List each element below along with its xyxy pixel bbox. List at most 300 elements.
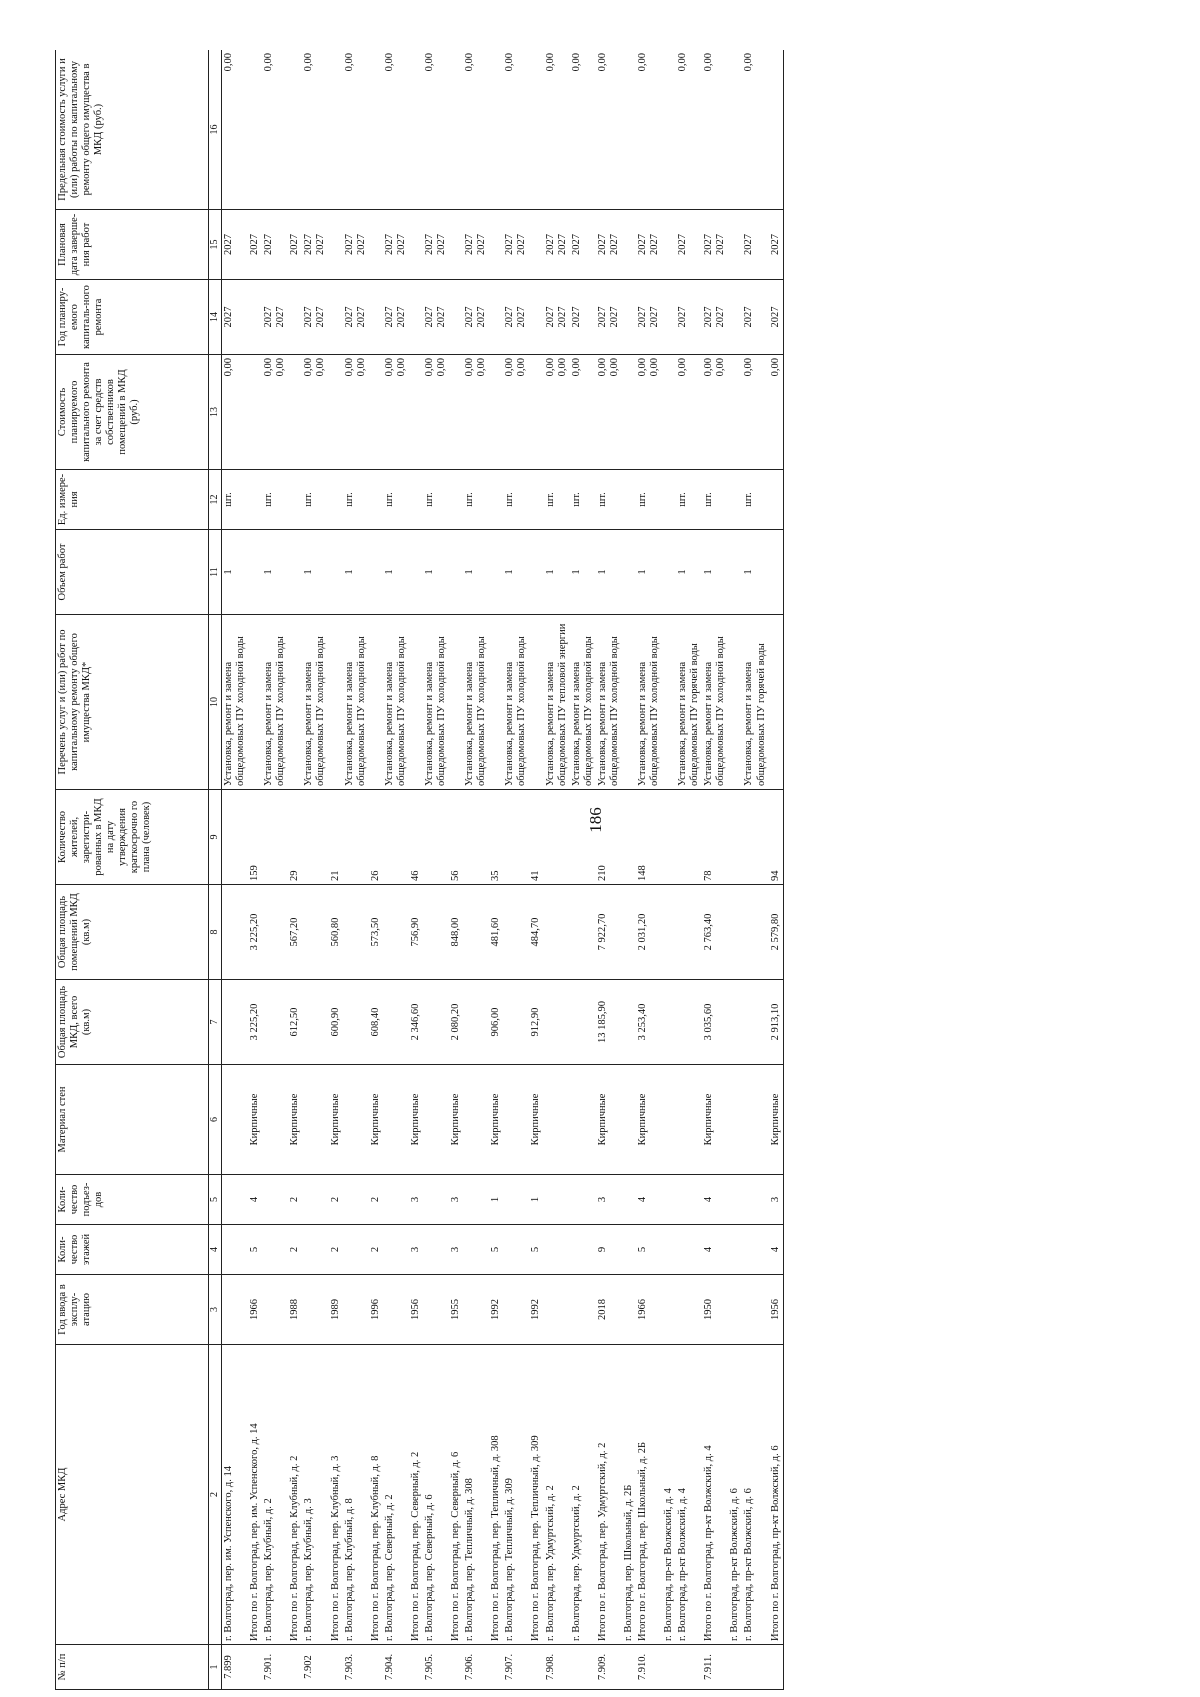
- cell-addr: г. Волгоград, пер. Клубный, д. 2: [262, 1345, 288, 1645]
- cell-addr: г. Волгоград, пр-кт Волжский, д. 4: [676, 1345, 702, 1645]
- cell-line: 2027: [263, 306, 275, 328]
- cell-cost: 0,00: [769, 355, 784, 470]
- cell-cost: [662, 355, 676, 470]
- cell-entr: [676, 1175, 702, 1225]
- cell-unit: [769, 470, 784, 530]
- cell-end: 2027: [769, 210, 784, 280]
- cell-entr: 1: [489, 1175, 503, 1225]
- cell-res: [728, 790, 742, 885]
- cell-res: [544, 790, 570, 885]
- cell-end: 2027: [742, 210, 768, 280]
- cell-res: 148: [636, 790, 662, 885]
- column-header-3: Год ввода в эксплу-атацию: [56, 1275, 209, 1345]
- cell-res: 41: [529, 790, 543, 885]
- cell-mat: Кирпичные: [449, 1065, 463, 1175]
- cell-line: 2027: [315, 306, 327, 328]
- cell-num: 7.903.: [343, 1645, 369, 1690]
- cell-num: [489, 1645, 503, 1690]
- cell-area: [463, 980, 489, 1065]
- cell-year: 1956: [769, 1275, 784, 1345]
- cell-year: 1988: [288, 1275, 302, 1345]
- cell-vol: 1: [702, 530, 728, 615]
- cell-end: [728, 210, 742, 280]
- cell-end: [343, 210, 369, 280]
- cell-line: 0,00: [715, 358, 727, 377]
- cell-res: [570, 790, 596, 885]
- cell-line: 2027: [303, 234, 315, 255]
- cell-floors: [463, 1225, 489, 1275]
- cell-num: [409, 1645, 423, 1690]
- column-header-14: Год планиру-емого капиталь-ного ремонта: [56, 280, 209, 355]
- cell-num: 7.902: [302, 1645, 328, 1690]
- cell-floors: [676, 1225, 702, 1275]
- column-number-10: 10: [209, 615, 222, 790]
- cell-plan-year: [529, 280, 543, 355]
- column-number-4: 4: [209, 1225, 222, 1275]
- cell-limit: [529, 50, 543, 210]
- cell-line: 2027: [596, 306, 608, 328]
- cell-line: 2027: [703, 234, 715, 255]
- cell-cost: [596, 355, 622, 470]
- cell-floors: 3: [449, 1225, 463, 1275]
- column-header-2: Адрес МКД: [56, 1345, 209, 1645]
- cell-cost: 0,00: [222, 355, 249, 470]
- column-number-3: 3: [209, 1275, 222, 1345]
- cell-num: [728, 1645, 742, 1690]
- cell-year: 1966: [248, 1275, 262, 1345]
- cell-floors: [222, 1225, 249, 1275]
- cell-limit: 0,00: [343, 50, 369, 210]
- cell-limit: 0,00: [423, 50, 449, 210]
- cell-vol: [728, 530, 742, 615]
- column-number-16: 16: [209, 50, 222, 210]
- cell-line: 2027: [395, 306, 407, 328]
- column-number-1: 1: [209, 1645, 222, 1690]
- cell-mat: [662, 1065, 676, 1175]
- cell-floors: [262, 1225, 288, 1275]
- cell-vol: 1: [302, 530, 328, 615]
- cell-area2: 2 579,80: [769, 885, 784, 980]
- cell-area: 906,00: [489, 980, 503, 1065]
- cell-year: 1989: [329, 1275, 343, 1345]
- cell-area2: [423, 885, 449, 980]
- cell-addr: г. Волгоград, пр-кт Волжский, д. 4: [662, 1345, 676, 1645]
- cell-area: 608,40: [369, 980, 383, 1065]
- cell-plan-year: 2027: [742, 280, 768, 355]
- cell-line: 0,00: [608, 358, 620, 377]
- cell-work: [369, 615, 383, 790]
- cell-mat: Кирпичные: [489, 1065, 503, 1175]
- cell-line: 0,00: [436, 358, 447, 377]
- cell-floors: [302, 1225, 328, 1275]
- cell-vol: 1: [570, 530, 596, 615]
- cell-entr: [570, 1175, 596, 1225]
- cell-work: Установка, ремонт и замена общедомовых ПУ холодной воды: [636, 615, 662, 790]
- cell-unit: [529, 470, 543, 530]
- column-header-10: Перечень услуг и (или) работ по капитальному ремонту общего имущества МКД*: [56, 615, 209, 790]
- cell-end: [449, 210, 463, 280]
- cell-mat: [622, 1065, 636, 1175]
- rotated-table-container: [55, 50, 1199, 1690]
- cell-num: 7.911.: [702, 1645, 728, 1690]
- column-number-5: 5: [209, 1175, 222, 1225]
- cell-unit: шт.: [262, 470, 288, 530]
- cell-entr: 3: [409, 1175, 423, 1225]
- cell-mat: Кирпичные: [636, 1065, 662, 1175]
- cell-floors: 5: [248, 1225, 262, 1275]
- table-row: [369, 50, 383, 1690]
- cell-cost: [463, 355, 489, 470]
- cell-res: 210: [596, 790, 622, 885]
- column-header-1: № п/п: [56, 1645, 209, 1690]
- cell-res: [383, 790, 409, 885]
- column-header-12: Ед. измере-ния: [56, 470, 209, 530]
- cell-plan-year: [728, 280, 742, 355]
- cell-line: 0,00: [703, 358, 715, 377]
- cell-end: [409, 210, 423, 280]
- cell-year: [262, 1275, 288, 1345]
- cell-work: Установка, ремонт и замена общедомовых ПУ холодной воды: [343, 615, 369, 790]
- cell-line: 2027: [464, 234, 476, 255]
- cell-floors: 5: [636, 1225, 662, 1275]
- cell-num: [449, 1645, 463, 1690]
- table-row: [383, 50, 409, 1690]
- cell-plan-year: 2027: [222, 280, 249, 355]
- cell-plan-year: [302, 280, 328, 355]
- cell-work: Установка, ремонт и замена общедомовых ПУ холодной воды: [463, 615, 489, 790]
- cell-unit: [409, 470, 423, 530]
- cell-floors: [742, 1225, 768, 1275]
- cell-mat: Кирпичные: [769, 1065, 784, 1175]
- cell-vol: [662, 530, 676, 615]
- cell-limit: [662, 50, 676, 210]
- cell-end: [596, 210, 622, 280]
- cell-line: 2027: [383, 306, 395, 328]
- cell-mat: Кирпичные: [329, 1065, 343, 1175]
- cell-addr: г. Волгоград, пер. Северный, д. 6: [423, 1345, 449, 1645]
- cell-plan-year: [622, 280, 636, 355]
- cell-mat: [222, 1065, 249, 1175]
- cell-year: 1950: [702, 1275, 728, 1345]
- cell-end: [369, 210, 383, 280]
- cell-plan-year: [596, 280, 622, 355]
- cell-limit: 0,00: [222, 50, 249, 210]
- cell-work: [728, 615, 742, 790]
- cell-unit: шт.: [343, 470, 369, 530]
- cell-floors: [544, 1225, 570, 1275]
- cell-plan-year: [636, 280, 662, 355]
- cell-cost: [622, 355, 636, 470]
- cell-cost: [702, 355, 728, 470]
- cell-plan-year: [262, 280, 288, 355]
- cell-entr: [728, 1175, 742, 1225]
- cell-num: 7.905.: [423, 1645, 449, 1690]
- page-number: 186: [585, 807, 605, 833]
- cell-line: 0,00: [343, 358, 355, 377]
- cell-unit: [728, 470, 742, 530]
- cell-end: [329, 210, 343, 280]
- cell-vol: [529, 530, 543, 615]
- column-header-6: Материал стен: [56, 1065, 209, 1175]
- cell-vol: [329, 530, 343, 615]
- cell-work: Установка, ремонт и замена общедомовых ПУ холодной воды: [570, 615, 596, 790]
- cell-line: 0,00: [649, 358, 660, 377]
- cell-cost: [449, 355, 463, 470]
- cell-plan-year: [409, 280, 423, 355]
- cell-area2: [676, 885, 702, 980]
- cell-area: [503, 980, 529, 1065]
- cell-mat: [676, 1065, 702, 1175]
- cell-year: [728, 1275, 742, 1345]
- table-row: [489, 50, 503, 1690]
- column-header-5: Коли-чество подъез-дов: [56, 1175, 209, 1225]
- cell-line: 0,00: [516, 358, 528, 377]
- cell-area2: [742, 885, 768, 980]
- table-row: [676, 50, 702, 1690]
- cell-area: 2 080,20: [449, 980, 463, 1065]
- cell-entr: 4: [248, 1175, 262, 1225]
- table-row: [596, 50, 622, 1690]
- cell-area2: 3 225,20: [248, 885, 262, 980]
- cell-floors: [622, 1225, 636, 1275]
- cell-floors: 2: [369, 1225, 383, 1275]
- cell-area2: [503, 885, 529, 980]
- cell-cost: 0,00: [570, 355, 596, 470]
- cell-floors: 4: [769, 1225, 784, 1275]
- cell-entr: [262, 1175, 288, 1225]
- cell-mat: [383, 1065, 409, 1175]
- cell-year: [742, 1275, 768, 1345]
- cell-plan-year: [544, 280, 570, 355]
- table-row: [503, 50, 529, 1690]
- cell-line: 2027: [436, 234, 447, 255]
- cell-line: 0,00: [544, 358, 556, 377]
- cell-end: 2027: [288, 210, 302, 280]
- cell-floors: [503, 1225, 529, 1275]
- cell-cost: [369, 355, 383, 470]
- table-row: [544, 50, 570, 1690]
- cell-plan-year: [662, 280, 676, 355]
- cell-end: 2027: [676, 210, 702, 280]
- cell-work: [329, 615, 343, 790]
- cell-work: Установка, ремонт и замена общедомовых ПУ горячей воды: [676, 615, 702, 790]
- cell-unit: [248, 470, 262, 530]
- table-row: [622, 50, 636, 1690]
- cell-entr: 4: [636, 1175, 662, 1225]
- cell-num: 7.906.: [463, 1645, 489, 1690]
- cell-plan-year: 2027: [570, 280, 596, 355]
- column-number-7: 7: [209, 980, 222, 1065]
- cell-num: [288, 1645, 302, 1690]
- cell-mat: [343, 1065, 369, 1175]
- cell-vol: 1: [383, 530, 409, 615]
- cell-area: [662, 980, 676, 1065]
- cell-addr: г. Волгоград, пер. Северный, д. 2: [383, 1345, 409, 1645]
- cell-area2: [728, 885, 742, 980]
- column-header-11: Объем работ: [56, 530, 209, 615]
- column-number-6: 6: [209, 1065, 222, 1175]
- cell-plan-year: 2027: [769, 280, 784, 355]
- cell-floors: 2: [288, 1225, 302, 1275]
- cell-cost: 0,00: [742, 355, 768, 470]
- cell-vol: 1: [222, 530, 249, 615]
- cell-unit: [369, 470, 383, 530]
- cell-area2: [662, 885, 676, 980]
- cell-cost: [262, 355, 288, 470]
- cell-line: 2027: [544, 306, 556, 328]
- cell-addr: Итого по г. Волгоград, пер. Клубный, д. 2: [288, 1345, 302, 1645]
- cell-num: [529, 1645, 543, 1690]
- cell-unit: шт.: [742, 470, 768, 530]
- cell-limit: [728, 50, 742, 210]
- cell-cost: [343, 355, 369, 470]
- cell-area2: 2 763,40: [702, 885, 728, 980]
- cell-area: [383, 980, 409, 1065]
- cell-work: Установка, ремонт и замена общедомовых ПУ холодной воды: [222, 615, 249, 790]
- cell-cost: [288, 355, 302, 470]
- cell-unit: [288, 470, 302, 530]
- cell-plan-year: [288, 280, 302, 355]
- cell-work: Установка, ремонт и замена общедомовых ПУ холодной воды: [702, 615, 728, 790]
- cell-num: 7.910.: [636, 1645, 662, 1690]
- cell-line: 2027: [516, 234, 528, 255]
- cell-floors: [570, 1225, 596, 1275]
- cell-vol: [248, 530, 262, 615]
- cell-num: 7.909.: [596, 1645, 622, 1690]
- cell-mat: [728, 1065, 742, 1175]
- cell-res: [662, 790, 676, 885]
- cell-line: 2027: [275, 306, 287, 328]
- cell-end: [489, 210, 503, 280]
- cell-addr: Итого по г. Волгоград, пер. Школьный, д. 2Б: [636, 1345, 662, 1645]
- cell-year: 1992: [529, 1275, 543, 1345]
- cell-work: [622, 615, 636, 790]
- cell-addr: Итого по г. Волгоград, пер. Северный, д. 2: [409, 1345, 423, 1645]
- column-number-9: 9: [209, 790, 222, 885]
- cell-work: Установка, ремонт и замена общедомовых ПУ холодной воды: [262, 615, 288, 790]
- table-row: [222, 50, 249, 1690]
- cell-res: [222, 790, 249, 885]
- cell-area2: 560,80: [329, 885, 343, 980]
- cell-end: [423, 210, 449, 280]
- cell-limit: 0,00: [596, 50, 622, 210]
- cell-num: [662, 1645, 676, 1690]
- cell-line: 2027: [464, 306, 476, 328]
- cell-end: [622, 210, 636, 280]
- cell-vol: 1: [423, 530, 449, 615]
- cell-mat: [503, 1065, 529, 1175]
- cell-end: [662, 210, 676, 280]
- cell-unit: шт.: [383, 470, 409, 530]
- cell-line: 2027: [703, 306, 715, 328]
- cell-entr: 3: [596, 1175, 622, 1225]
- cell-addr: г. Волгоград, пр-кт Волжский, д. 6: [728, 1345, 742, 1645]
- cell-area: [544, 980, 570, 1065]
- cell-vol: 1: [676, 530, 702, 615]
- cell-line: 2027: [476, 306, 488, 328]
- cell-area: [423, 980, 449, 1065]
- column-header-15: Плановая дата заверше-ния работ: [56, 210, 209, 280]
- column-number-8: 8: [209, 885, 222, 980]
- table-row: [529, 50, 543, 1690]
- table-row: [409, 50, 423, 1690]
- cell-addr: Итого по г. Волгоград, пер. Северный, д. 6: [449, 1345, 463, 1645]
- cell-limit: [329, 50, 343, 210]
- cell-addr: Итого по г. Волгоград, пер. Клубный, д. 3: [329, 1345, 343, 1645]
- cell-end: [503, 210, 529, 280]
- cell-end: 2027: [262, 210, 288, 280]
- cell-line: 0,00: [303, 358, 315, 377]
- cell-line: 2027: [504, 234, 516, 255]
- cell-line: 0,00: [315, 358, 327, 377]
- cell-line: 2027: [544, 234, 556, 255]
- cell-line: 0,00: [355, 358, 367, 377]
- cell-floors: 4: [702, 1225, 728, 1275]
- cell-line: 2027: [343, 234, 355, 255]
- cell-floors: [662, 1225, 676, 1275]
- cell-addr: г. Волгоград, пер. Клубный, д. 3: [302, 1345, 328, 1645]
- column-number-row: [209, 50, 222, 1690]
- cell-cost: [423, 355, 449, 470]
- cell-addr: г. Волгоград, пер. им. Успенского, д. 14: [222, 1345, 249, 1645]
- cell-area2: [463, 885, 489, 980]
- cell-area: [676, 980, 702, 1065]
- cell-year: [570, 1275, 596, 1345]
- cell-res: 46: [409, 790, 423, 885]
- cell-unit: [662, 470, 676, 530]
- table-row: [262, 50, 288, 1690]
- cell-floors: 5: [489, 1225, 503, 1275]
- cell-plan-year: [503, 280, 529, 355]
- cell-floors: [423, 1225, 449, 1275]
- cell-year: [503, 1275, 529, 1345]
- table-row: [769, 50, 784, 1690]
- cell-work: [662, 615, 676, 790]
- cell-end: 2027: [570, 210, 596, 280]
- cell-line: 2027: [715, 306, 727, 328]
- column-number-13: 13: [209, 355, 222, 470]
- cell-line: 2027: [355, 234, 367, 255]
- cell-vol: [409, 530, 423, 615]
- cell-work: [529, 615, 543, 790]
- cell-work: Установка, ремонт и замена общедомовых ПУ холодной воды: [503, 615, 529, 790]
- cell-unit: [329, 470, 343, 530]
- cell-vol: 1: [463, 530, 489, 615]
- cell-floors: [343, 1225, 369, 1275]
- cell-work: Установка, ремонт и замена общедомовых ПУ холодной воды: [302, 615, 328, 790]
- column-header-16: Предельная стоимость услуги и (или) работы по капитальному ремонту общего имущества в МКД (руб.): [56, 50, 209, 210]
- cell-num: [769, 1645, 784, 1690]
- cell-addr: г. Волгоград, пер. Удмуртский, д. 2: [570, 1345, 596, 1645]
- cell-limit: 0,00: [544, 50, 570, 210]
- cell-cost: [503, 355, 529, 470]
- cell-plan-year: 2027: [676, 280, 702, 355]
- cell-line: 0,00: [476, 358, 488, 377]
- cell-year: [383, 1275, 409, 1345]
- cell-end: 2027: [222, 210, 249, 280]
- cell-limit: 0,00: [463, 50, 489, 210]
- cell-vol: [622, 530, 636, 615]
- cell-res: 78: [702, 790, 728, 885]
- cell-vol: 1: [262, 530, 288, 615]
- cell-addr: Итого по г. Волгоград, пер. Тепличный, д. 308: [489, 1345, 503, 1645]
- cell-work: [409, 615, 423, 790]
- cell-plan-year: [449, 280, 463, 355]
- cell-area2: [222, 885, 249, 980]
- cell-end: [383, 210, 409, 280]
- cell-unit: шт.: [596, 470, 622, 530]
- cell-area2: [343, 885, 369, 980]
